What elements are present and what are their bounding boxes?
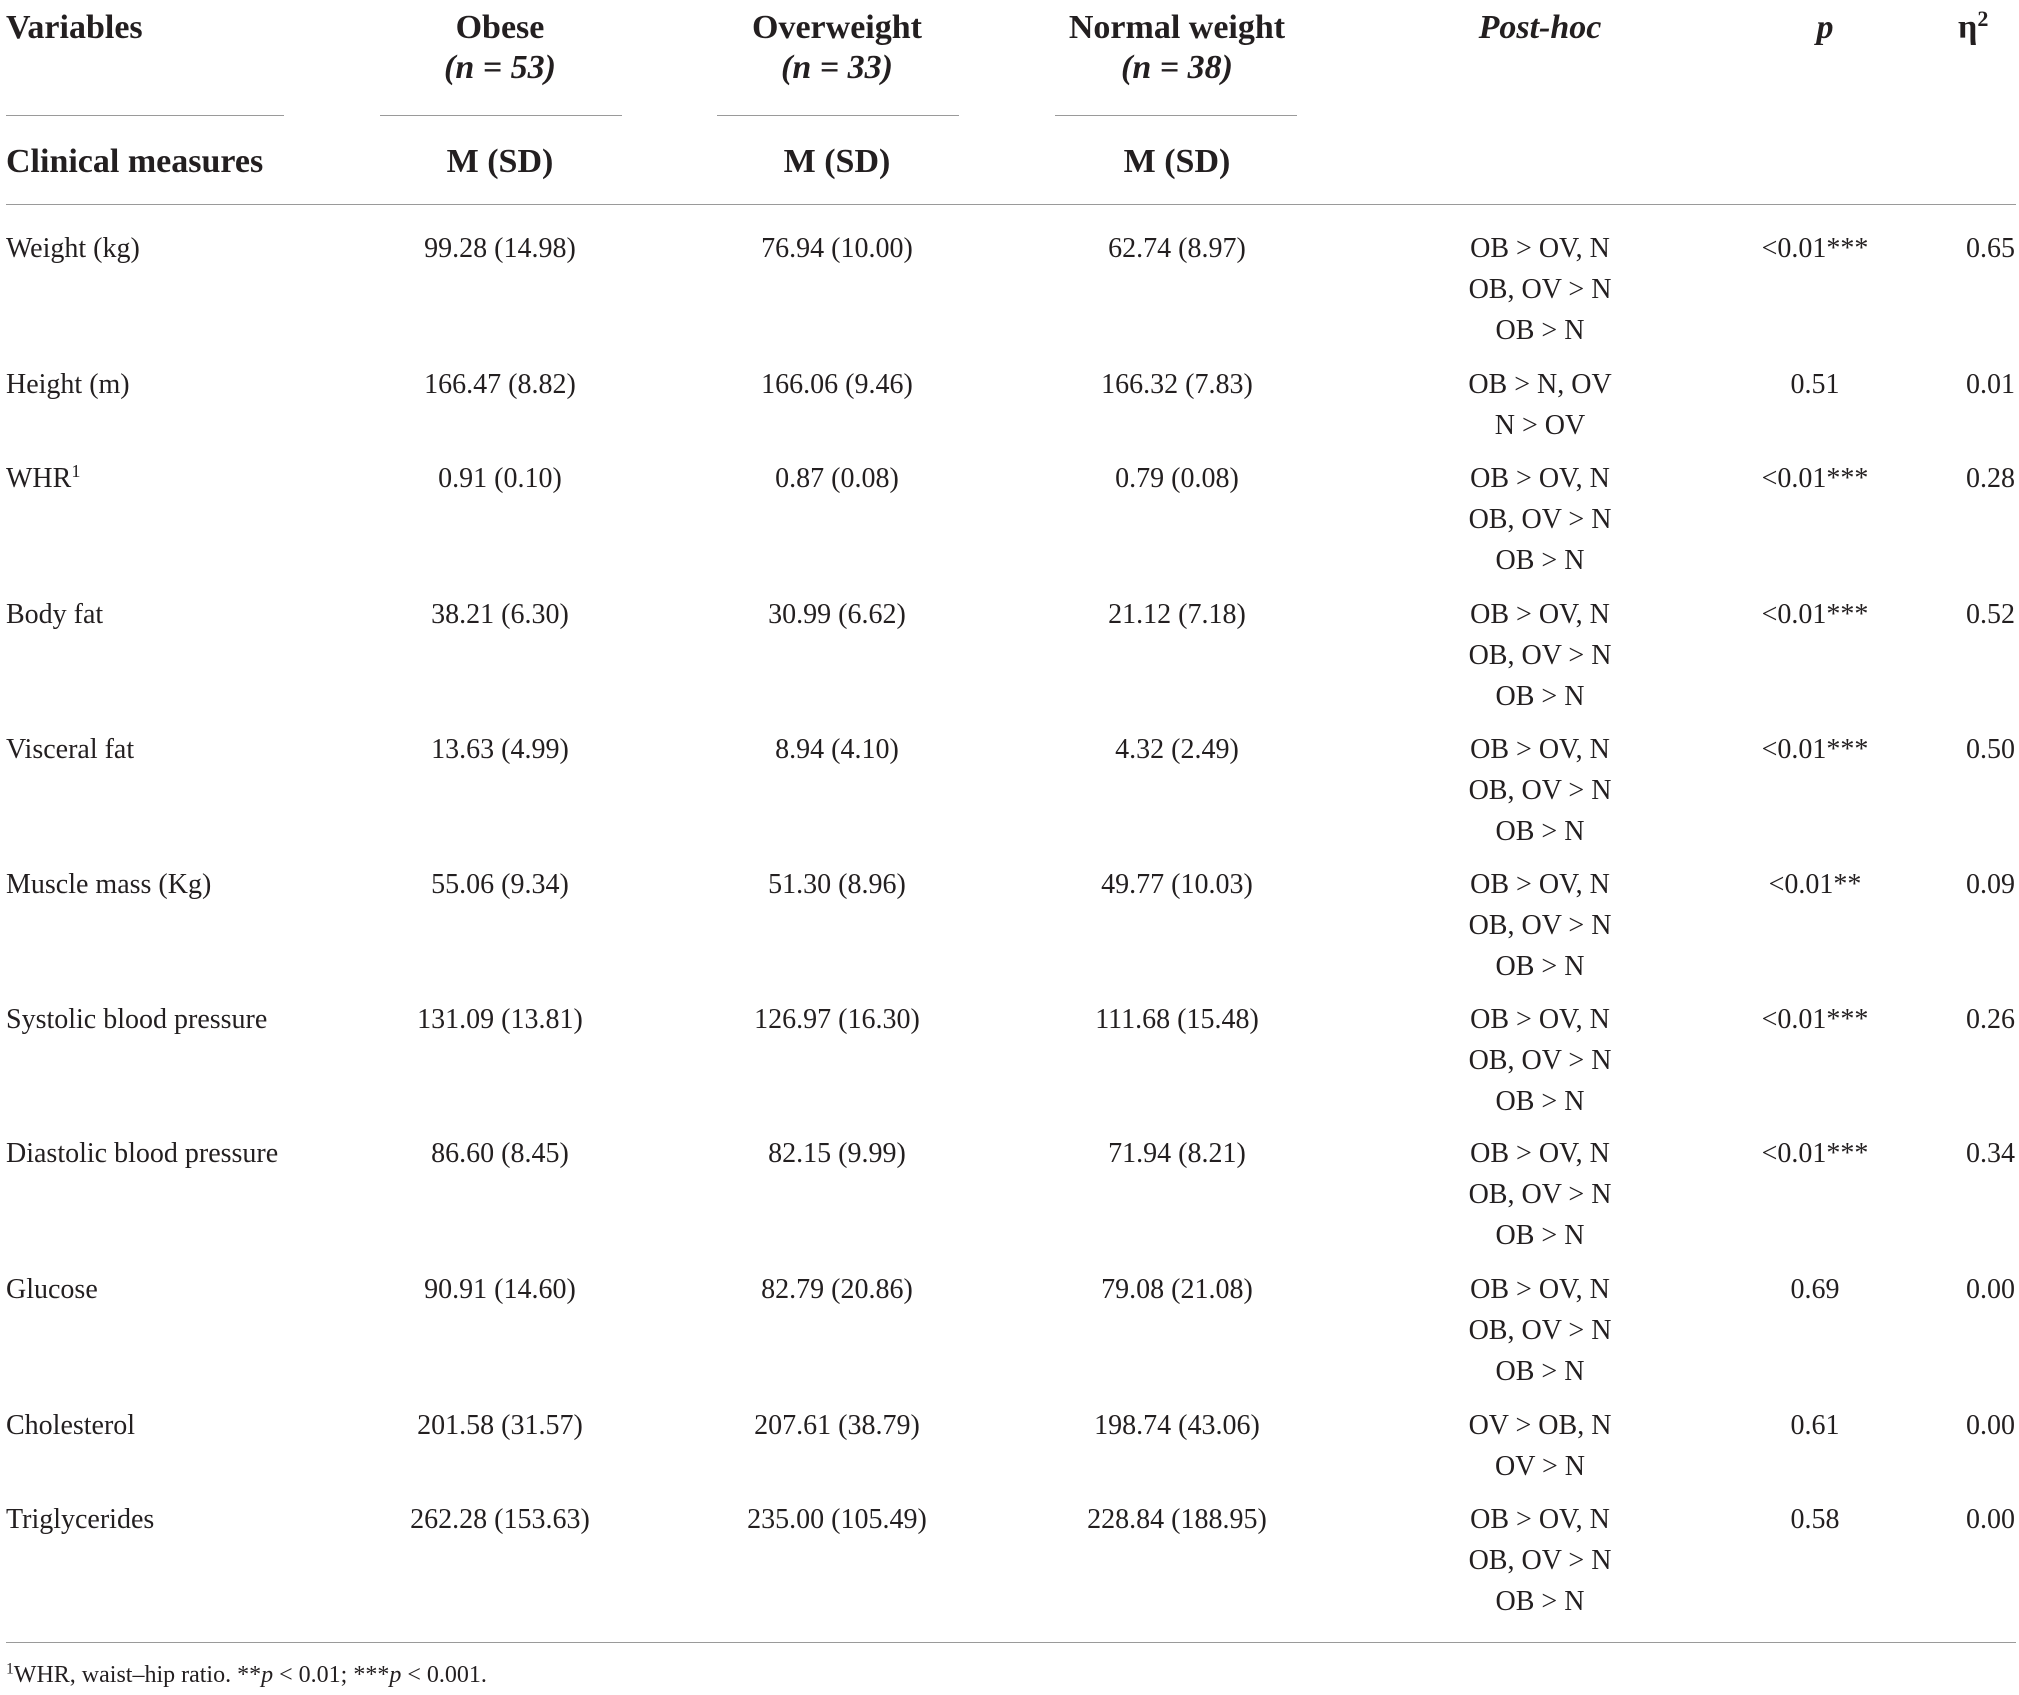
row-label-text: Visceral fat — [6, 734, 135, 765]
posthoc-line: OB > N — [1495, 1220, 1585, 1251]
posthoc-line: OB, OV > N — [1468, 1315, 1612, 1346]
row-label-text: Cholesterol — [6, 1410, 136, 1441]
posthoc-line: OB, OV > N — [1468, 504, 1612, 535]
header-variables: Variables — [6, 9, 143, 46]
cell-obese: 166.47 (8.82) — [424, 369, 576, 400]
cell-overweight: 126.97 (16.30) — [754, 1004, 920, 1035]
row-label — [6, 729, 386, 770]
posthoc-line: OB > OV, N — [1470, 233, 1610, 264]
cell-eta-squared: 0.28 — [1966, 463, 2015, 494]
posthoc-line: OB > OV, N — [1470, 1138, 1610, 1169]
posthoc-line: OB > OV, N — [1470, 734, 1610, 765]
header-p: p — [1816, 9, 1834, 46]
row-label — [6, 1269, 386, 1310]
row-label — [6, 594, 386, 635]
cell-normal-weight: 111.68 (15.48) — [1095, 1004, 1259, 1035]
cell-obese: 86.60 (8.45) — [431, 1138, 569, 1169]
header-group-overweight — [717, 8, 957, 88]
row-label-text: Diastolic blood pressure — [6, 1138, 279, 1169]
cell-p-value: <0.01*** — [1761, 599, 1869, 630]
row-label-text: Height (m) — [6, 369, 130, 400]
cell-normal-weight: 0.79 (0.08) — [1115, 463, 1239, 494]
row-label — [6, 364, 386, 405]
footnote-marker: 1 — [6, 1660, 14, 1678]
posthoc-line: OB > N — [1495, 1586, 1585, 1617]
row-label — [6, 1499, 386, 1540]
posthoc-line: OB, OV > N — [1468, 1545, 1612, 1576]
cell-obese: 55.06 (9.34) — [431, 869, 569, 900]
header-group-obese — [380, 8, 620, 88]
cell-eta-squared: 0.09 — [1966, 869, 2015, 900]
cell-eta-squared: 0.00 — [1966, 1504, 2015, 1535]
row-label — [6, 999, 386, 1040]
posthoc-line: OB > N — [1495, 1086, 1585, 1117]
row-label-text: Systolic blood pressure — [6, 1004, 268, 1035]
cell-normal-weight: 71.94 (8.21) — [1108, 1138, 1246, 1169]
cell-eta-squared: 0.00 — [1966, 1410, 2015, 1441]
header-rule-obese — [380, 115, 622, 116]
cell-eta-squared: 0.01 — [1966, 369, 2015, 400]
posthoc-line: OB > N — [1495, 681, 1585, 712]
footnote-text-2: < 0.01; *** — [273, 1662, 390, 1688]
cell-posthoc — [1400, 1133, 1680, 1256]
posthoc-line: OB > OV, N — [1470, 869, 1610, 900]
cell-overweight: 8.94 (4.10) — [775, 734, 899, 765]
row-label-text: Glucose — [6, 1274, 98, 1305]
cell-posthoc — [1400, 1499, 1680, 1622]
footnote-p1: p — [261, 1662, 274, 1688]
cell-posthoc — [1400, 1269, 1680, 1392]
posthoc-line: OB, OV > N — [1468, 640, 1612, 671]
cell-obese: 38.21 (6.30) — [431, 599, 569, 630]
posthoc-line: OB > OV, N — [1470, 1274, 1610, 1305]
row-label — [6, 1405, 386, 1446]
cell-obese: 131.09 (13.81) — [417, 1004, 583, 1035]
row-label-text: WHR — [6, 463, 72, 494]
cell-p-value: 0.51 — [1790, 369, 1840, 400]
cell-normal-weight: 198.74 (43.06) — [1094, 1410, 1260, 1441]
cell-posthoc — [1400, 458, 1680, 581]
cell-overweight: 0.87 (0.08) — [775, 463, 899, 494]
cell-overweight: 82.15 (9.99) — [768, 1138, 906, 1169]
eta-symbol: η — [1958, 9, 1978, 46]
cell-posthoc — [1400, 864, 1680, 987]
header-eta — [1958, 5, 1989, 48]
posthoc-line: OV > OB, N — [1468, 1410, 1612, 1441]
header-rule-variables — [6, 115, 284, 116]
row-label-superscript: 1 — [71, 461, 81, 481]
header-rule-overweight — [717, 115, 959, 116]
posthoc-line: OB, OV > N — [1468, 274, 1612, 305]
cell-p-value: <0.01** — [1768, 869, 1862, 900]
cell-p-value: 0.58 — [1790, 1504, 1840, 1535]
posthoc-line: OB > N — [1495, 816, 1585, 847]
header-msd-obese: M (SD) — [446, 143, 554, 180]
table-bottom-rule — [6, 1642, 2016, 1643]
posthoc-line: OV > N — [1495, 1451, 1585, 1482]
cell-overweight: 235.00 (105.49) — [747, 1504, 927, 1535]
posthoc-line: OB > N — [1495, 545, 1585, 576]
cell-posthoc — [1400, 364, 1680, 446]
posthoc-line: OB > N — [1495, 315, 1585, 346]
posthoc-line: N > OV — [1494, 410, 1586, 441]
row-label — [6, 864, 386, 905]
header-posthoc: Post-hoc — [1478, 9, 1602, 46]
cell-normal-weight: 4.32 (2.49) — [1115, 734, 1239, 765]
row-label-text: Weight (kg) — [6, 233, 140, 264]
footnote-text-3: < 0.001. — [401, 1662, 487, 1688]
header-bottom-rule — [6, 204, 2016, 205]
cell-eta-squared: 0.34 — [1966, 1138, 2015, 1169]
cell-eta-squared: 0.65 — [1966, 233, 2015, 264]
cell-p-value: <0.01*** — [1761, 1004, 1869, 1035]
posthoc-line: OB > N — [1495, 1356, 1585, 1387]
cell-obese: 201.58 (31.57) — [417, 1410, 583, 1441]
cell-obese: 0.91 (0.10) — [438, 463, 562, 494]
header-group-name: Obese — [455, 9, 545, 46]
footnote-text-1: WHR, waist–hip ratio. ** — [13, 1662, 262, 1688]
cell-p-value: 0.69 — [1790, 1274, 1840, 1305]
cell-obese: 99.28 (14.98) — [424, 233, 576, 264]
cell-overweight: 207.61 (38.79) — [754, 1410, 920, 1441]
cell-normal-weight: 49.77 (10.03) — [1101, 869, 1253, 900]
posthoc-line: OB > N, OV — [1468, 369, 1612, 400]
header-section: Clinical measures — [6, 143, 264, 180]
cell-overweight: 166.06 (9.46) — [761, 369, 913, 400]
header-group-n: (n = 53) — [444, 49, 556, 86]
cell-p-value: <0.01*** — [1761, 734, 1869, 765]
posthoc-line: OB > OV, N — [1470, 1504, 1610, 1535]
cell-posthoc — [1400, 729, 1680, 852]
cell-overweight: 82.79 (20.86) — [761, 1274, 913, 1305]
cell-obese: 262.28 (153.63) — [410, 1504, 590, 1535]
posthoc-line: OB > OV, N — [1470, 463, 1610, 494]
cell-p-value: 0.61 — [1790, 1410, 1840, 1441]
cell-posthoc — [1400, 228, 1680, 351]
header-group-n: (n = 33) — [781, 49, 893, 86]
header-group-normal — [1037, 8, 1317, 88]
header-group-name: Normal weight — [1068, 9, 1286, 46]
row-label-text: Muscle mass (Kg) — [6, 869, 212, 900]
eta-superscript: 2 — [1977, 5, 1989, 31]
cell-p-value: <0.01*** — [1761, 463, 1869, 494]
row-label — [6, 458, 386, 499]
row-label-text: Triglycerides — [6, 1504, 155, 1535]
cell-posthoc — [1400, 1405, 1680, 1487]
footnote-p2: p — [389, 1662, 402, 1688]
cell-normal-weight: 228.84 (188.95) — [1087, 1504, 1267, 1535]
cell-overweight: 76.94 (10.00) — [761, 233, 913, 264]
posthoc-line: OB, OV > N — [1468, 910, 1612, 941]
cell-eta-squared: 0.00 — [1966, 1274, 2015, 1305]
cell-eta-squared: 0.26 — [1966, 1004, 2015, 1035]
header-msd-overweight: M (SD) — [783, 143, 891, 180]
row-label — [6, 1133, 386, 1174]
header-group-name: Overweight — [752, 9, 922, 46]
posthoc-line: OB, OV > N — [1468, 775, 1612, 806]
posthoc-line: OB > N — [1495, 951, 1585, 982]
posthoc-line: OB, OV > N — [1468, 1179, 1612, 1210]
posthoc-line: OB, OV > N — [1468, 1045, 1612, 1076]
row-label-text: Body fat — [6, 599, 104, 630]
cell-p-value: <0.01*** — [1761, 233, 1869, 264]
header-rule-normal — [1055, 115, 1297, 116]
posthoc-line: OB > OV, N — [1470, 599, 1610, 630]
cell-overweight: 51.30 (8.96) — [768, 869, 906, 900]
header-group-n: (n = 38) — [1121, 49, 1233, 86]
cell-p-value: <0.01*** — [1761, 1138, 1869, 1169]
cell-posthoc — [1400, 999, 1680, 1122]
cell-normal-weight: 21.12 (7.18) — [1108, 599, 1246, 630]
header-msd-normal: M (SD) — [1123, 143, 1231, 180]
cell-posthoc — [1400, 594, 1680, 717]
cell-normal-weight: 62.74 (8.97) — [1108, 233, 1246, 264]
posthoc-line: OB > OV, N — [1470, 1004, 1610, 1035]
cell-eta-squared: 0.52 — [1966, 599, 2015, 630]
row-label — [6, 228, 386, 269]
cell-eta-squared: 0.50 — [1966, 734, 2015, 765]
footnote — [6, 1660, 487, 1690]
cell-obese: 90.91 (14.60) — [424, 1274, 576, 1305]
cell-normal-weight: 166.32 (7.83) — [1101, 369, 1253, 400]
cell-overweight: 30.99 (6.62) — [768, 599, 906, 630]
cell-obese: 13.63 (4.99) — [431, 734, 569, 765]
cell-normal-weight: 79.08 (21.08) — [1101, 1274, 1253, 1305]
